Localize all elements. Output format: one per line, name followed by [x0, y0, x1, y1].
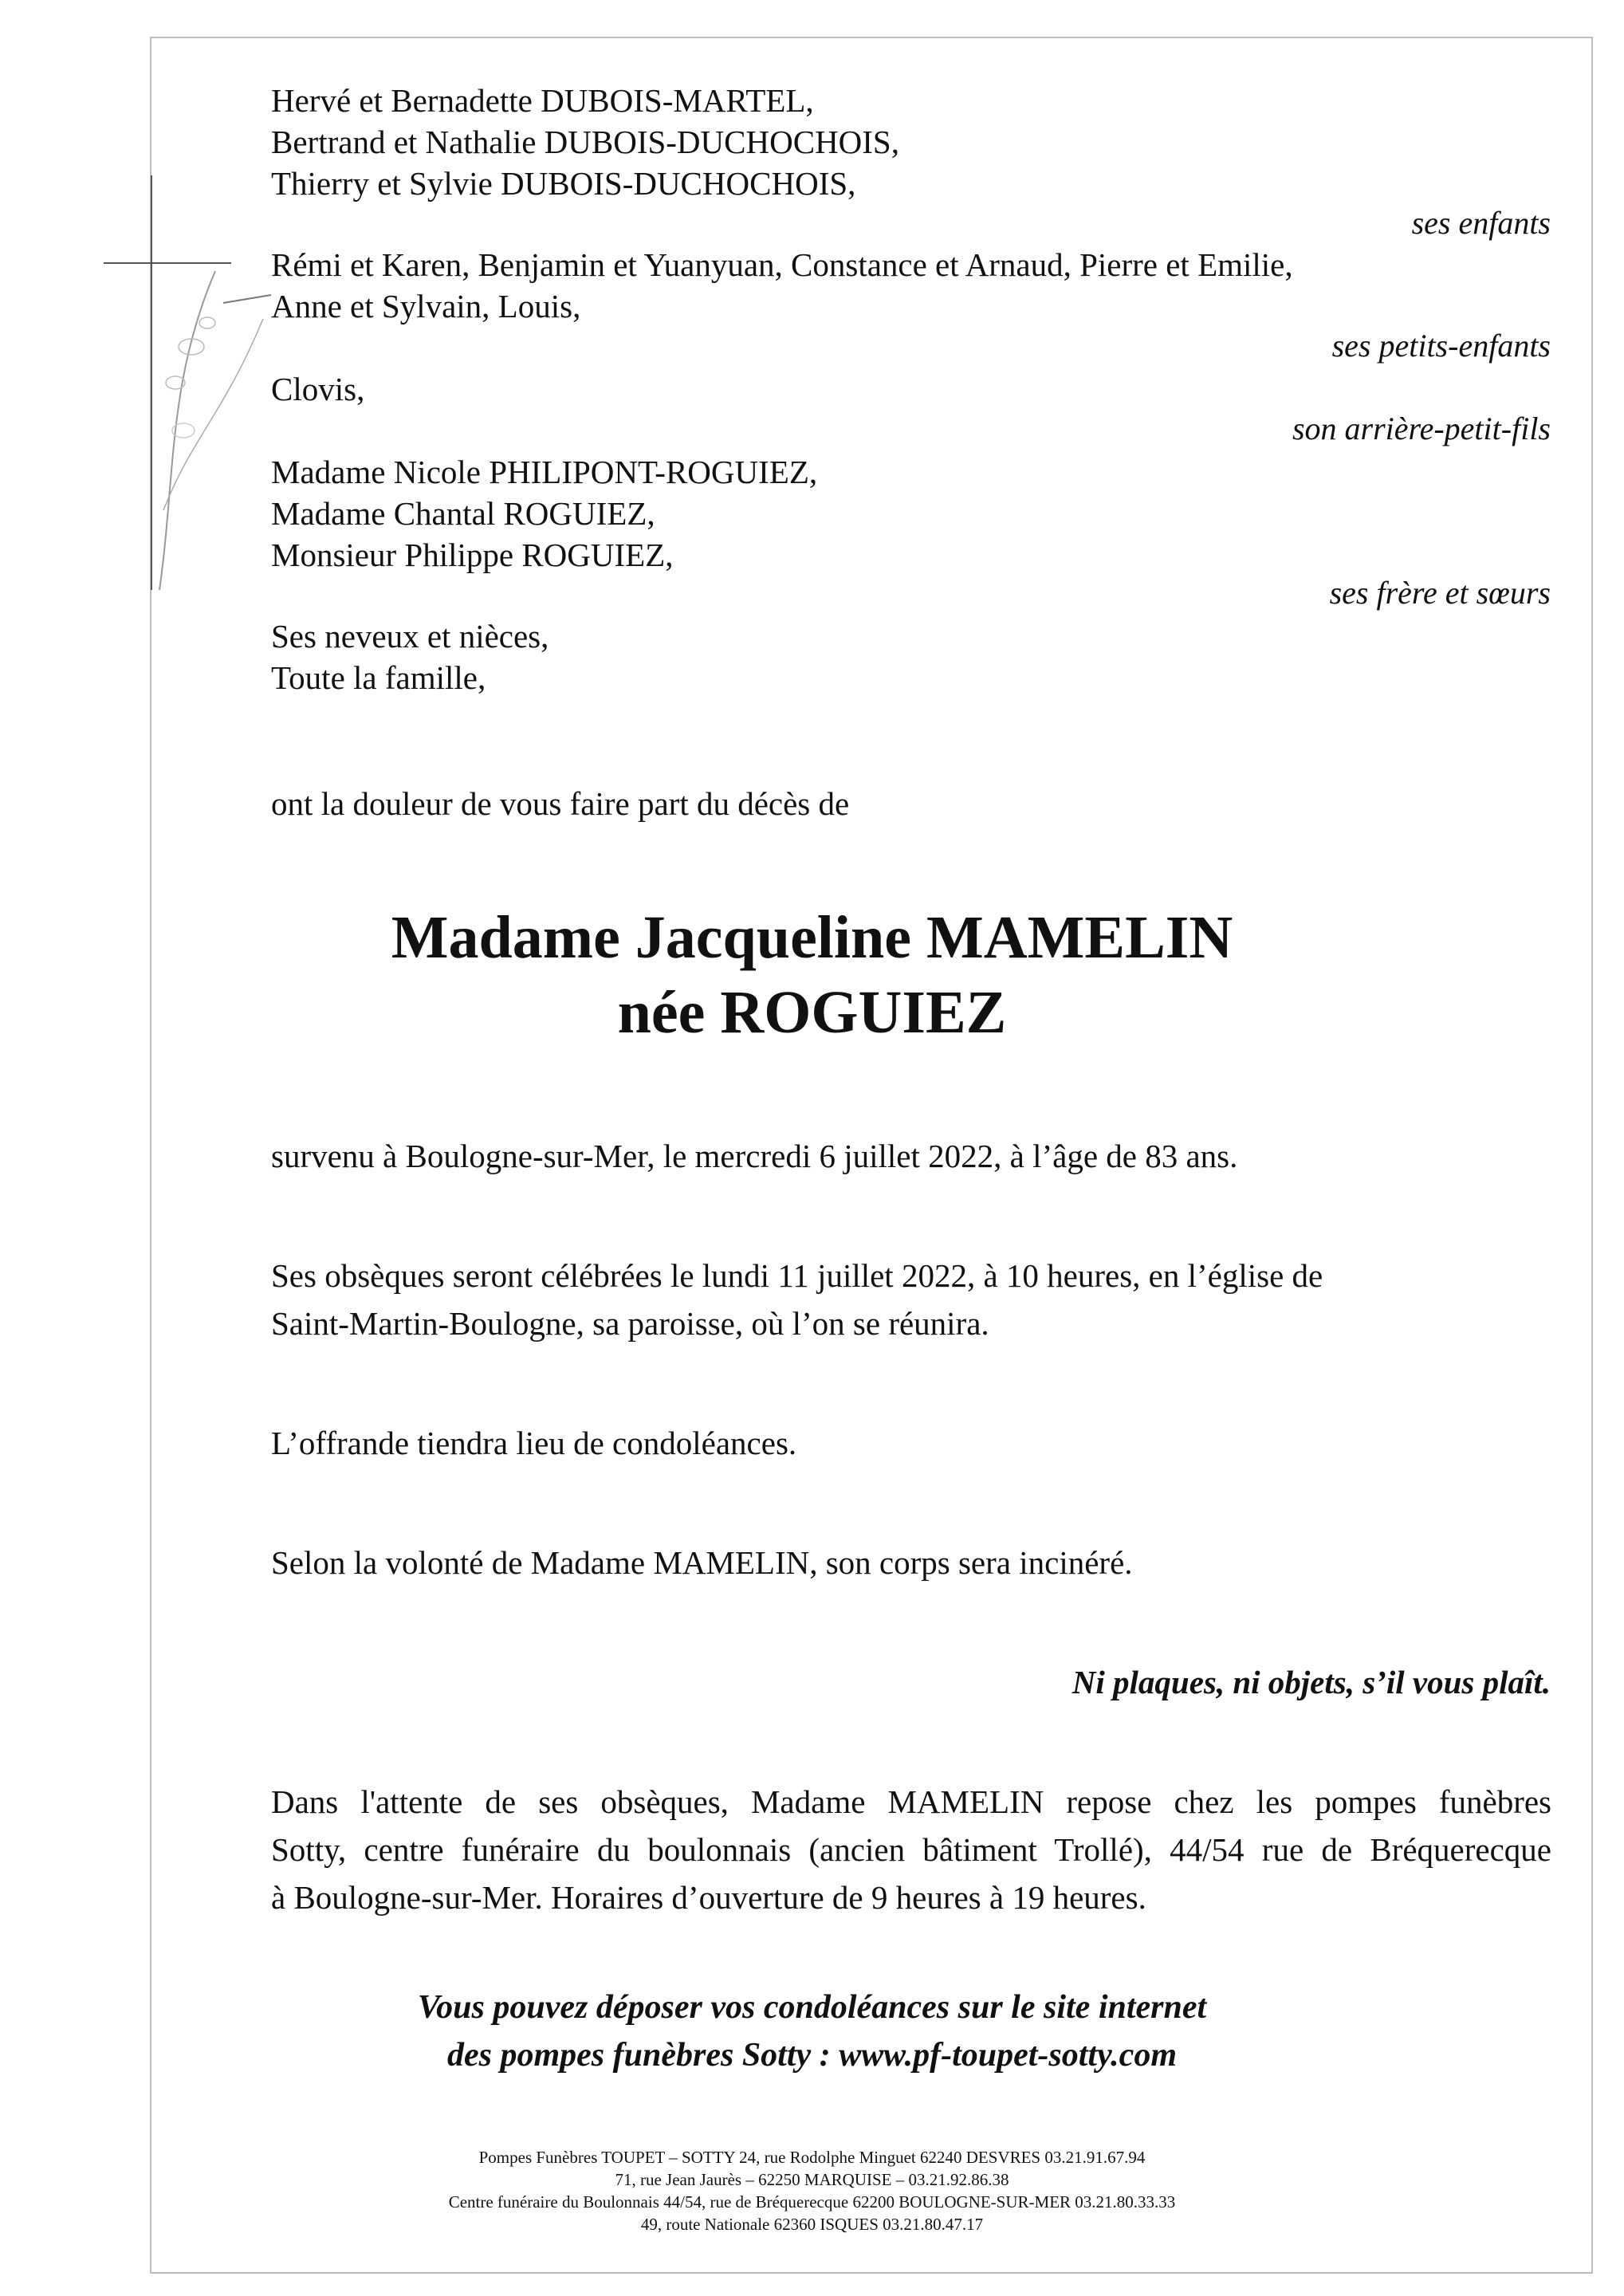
grandchildren-block [271, 244, 1555, 327]
role-siblings: ses frère et sœurs [1329, 575, 1551, 611]
cremation-text: Selon la volonté de Madame MAMELIN, son corps sera incinéré. [271, 1544, 1133, 1581]
children-block [271, 80, 1555, 204]
great-grandchild: Clovis, [271, 371, 365, 407]
repose-info: Dans l'attente de ses obsèques, Madame MAMELIN repose chez les pompes funèbres Sotty, centre funéraire du boulonnais (ancien bâtiment Trollé), 44/54 rue de Bréquerecque à Boulogne-sur-Mer. Horaires d’ouverture de 9 heures à 19 heures. [271, 1783, 1551, 1916]
announcement-text: ont la douleur de vous faire part du décès de [271, 785, 850, 822]
siblings-block [271, 451, 1555, 576]
death-info: survenu à Boulogne-sur-Mer, le mercredi 6 juillet 2022, à l’âge de 83 ans. [271, 1138, 1238, 1174]
role-great-grandchild: son arrière-petit-fils [1292, 411, 1551, 446]
sibling-line: Madame Nicole PHILIPONT-ROGUIEZ, [271, 454, 818, 490]
condolences-website: des pompes funèbres Sotty : www.pf-toupet-sotty.com [447, 2037, 1177, 2074]
cross-flower-icon [104, 175, 279, 598]
sibling-line: Madame Chantal ROGUIEZ, [271, 495, 655, 532]
no-flowers-text: Ni plaques, ni objets, s’il vous plaît. [1072, 1664, 1551, 1700]
others-line: Ses neveux et nièces, [271, 618, 549, 655]
condolences-line: Vous pouvez déposer vos condoléances sur le site internet [417, 1989, 1207, 2026]
family-line: Thierry et Sylvie DUBOIS-DUCHOCHOIS, [271, 165, 856, 202]
others-line: Toute la famille, [271, 659, 486, 696]
grandchildren-line: Anne et Sylvain, Louis, [271, 288, 581, 324]
role-children: ses enfants [1411, 205, 1551, 241]
family-line: Hervé et Bernadette DUBOIS-MARTEL, [271, 82, 814, 119]
family-line: Bertrand et Nathalie DUBOIS-DUCHOCHOIS, [271, 124, 899, 160]
grandchildren-line: Rémi et Karen, Benjamin et Yuanyuan, Constance et Arnaud, Pierre et Emilie, [271, 246, 1293, 283]
deceased-name: Madame Jacqueline MAMELIN [391, 904, 1233, 971]
funeral-home-footer: Pompes Funèbres TOUPET – SOTTY 24, rue Rodolphe Minguet 62240 DESVRES 03.21.91.67.94 71, rue Jean Jaurès – 62250 MARQUISE – 03.21.92.86.38 Centre funéraire du Boulonnais 44/54, rue de Bréquerecque 62200 BOULOGNE-SUR-MER 03.21.80.33.33 49, route Nationale 62360 ISQUES 03.21.80.47.17 [448, 2148, 1176, 2234]
others-block [271, 615, 1555, 698]
role-grandchildren: ses petits-enfants [1331, 328, 1551, 364]
deceased-birth-name: née ROGUIEZ [617, 979, 1007, 1046]
sibling-line: Monsieur Philippe ROGUIEZ, [271, 537, 674, 573]
funeral-info: Ses obsèques seront célébrées le lundi 11 juillet 2022, à 10 heures, en l’église de Saint-Martin-Boulogne, sa paroisse, où l’on se réunira. [271, 1257, 1323, 1342]
offering-text: L’offrande tiendra lieu de condoléances. [271, 1425, 797, 1461]
